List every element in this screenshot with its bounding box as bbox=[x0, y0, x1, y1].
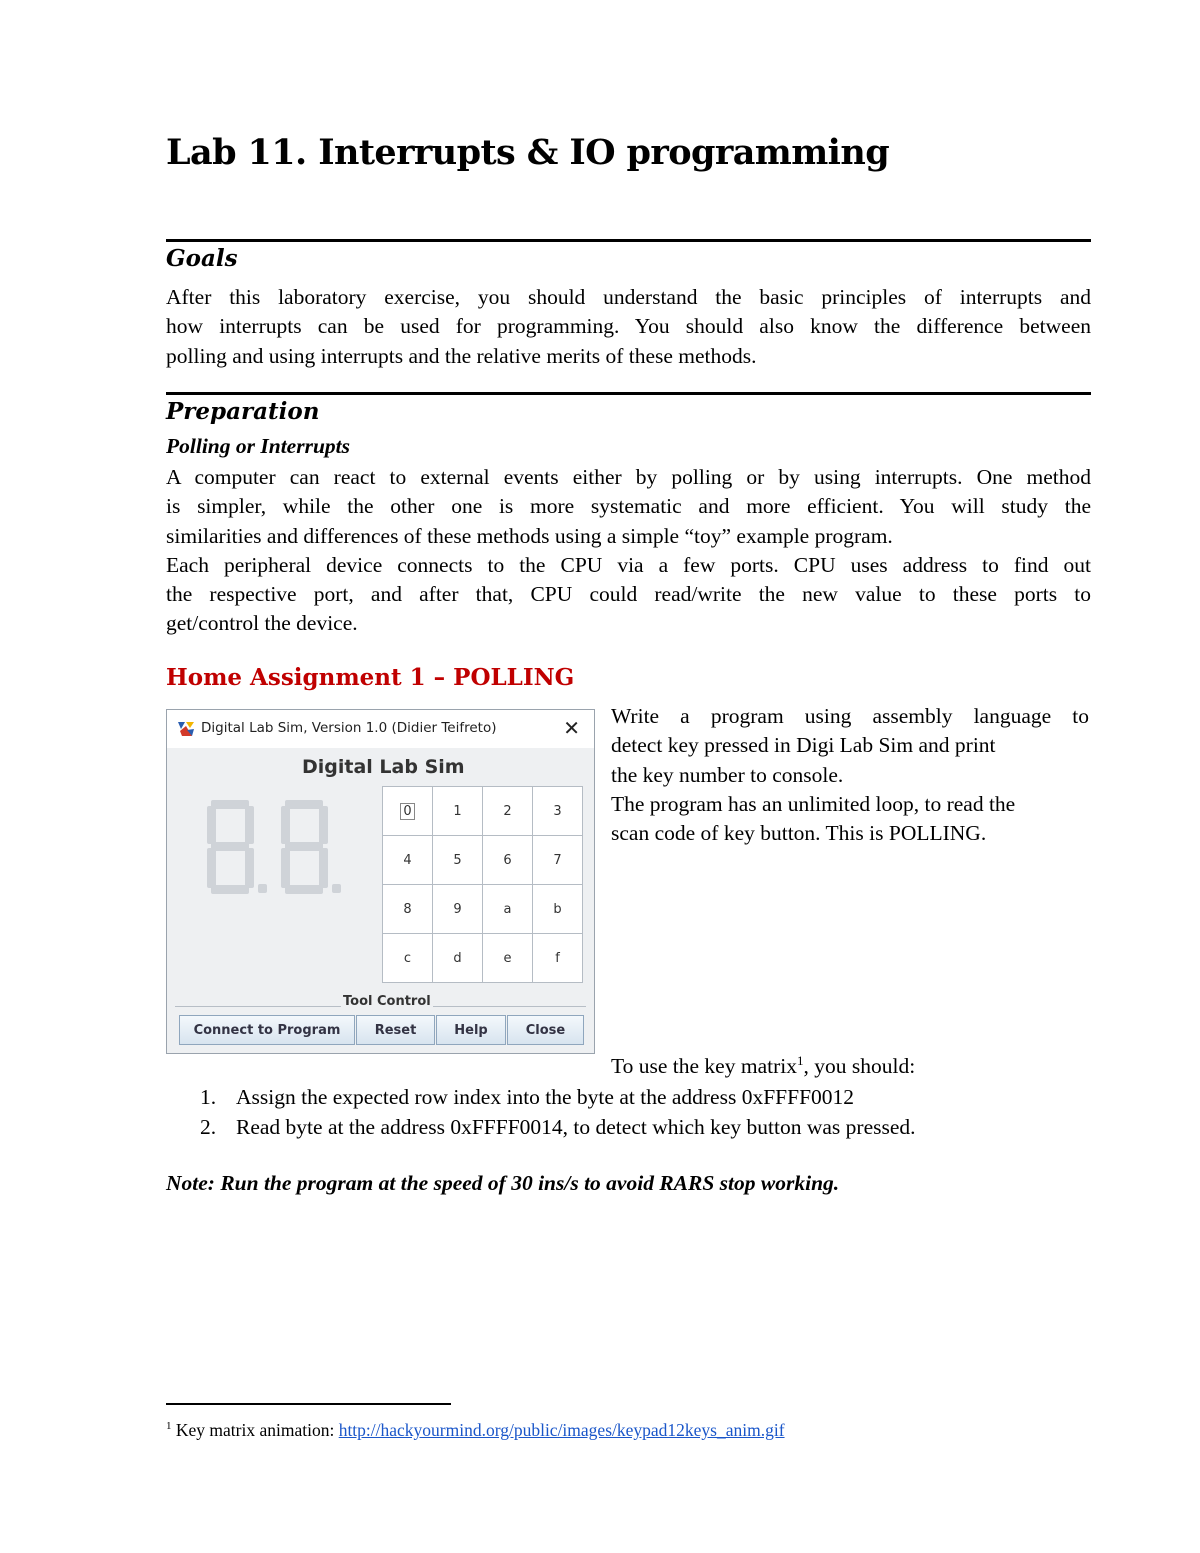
prep-line: is simpler, while the other one is more systematic and more efficient. You will study the bbox=[166, 494, 1091, 519]
goals-heading: Goals bbox=[166, 245, 238, 272]
close-icon[interactable]: ✕ bbox=[563, 716, 580, 740]
steps-list bbox=[200, 1082, 916, 1142]
footnote: $^1$ Key matrix animation: http://hackyourmind.org/public/images/keypad12keys_anim.gif bbox=[166, 1420, 785, 1440]
goals-line: how interrupts can be used for programming. You should also know the difference between bbox=[166, 314, 1091, 339]
goals-line: polling and using interrupts and the relative merits of these methods. bbox=[166, 343, 757, 368]
divider bbox=[166, 392, 1091, 395]
footnote-ref[interactable]: 1 bbox=[796, 1053, 804, 1068]
assignment-heading: Home Assignment 1 – POLLING bbox=[166, 664, 575, 691]
key-d[interactable]: d bbox=[433, 934, 483, 983]
window-titlebar bbox=[167, 710, 594, 748]
key-matrix bbox=[382, 786, 583, 983]
key-7[interactable]: 7 bbox=[533, 836, 583, 885]
prep-line: Each peripheral device connects to the CPU via a few ports. CPU uses address to find out bbox=[166, 552, 1091, 577]
close-button[interactable]: Close bbox=[507, 1015, 584, 1045]
seven-segment-display bbox=[205, 798, 355, 898]
key-e[interactable]: e bbox=[483, 934, 533, 983]
key-matrix-instruction: To use the key matrix$^1$, you should: bbox=[611, 1053, 916, 1079]
assignment-line: detect key pressed in Digi Lab Sim and print bbox=[611, 733, 996, 758]
prep-line: the respective port, and after that, CPU could read/write the new value to these ports to bbox=[166, 582, 1091, 607]
key-0[interactable]: 0 bbox=[383, 787, 433, 836]
key-4[interactable]: 4 bbox=[383, 836, 433, 885]
tool-buttons bbox=[179, 1015, 585, 1045]
assignment-line: The program has an unlimited loop, to read the bbox=[611, 791, 1016, 816]
assignment-line: the key number to console. bbox=[611, 762, 844, 787]
key-6[interactable]: 6 bbox=[483, 836, 533, 885]
digital-lab-sim-window bbox=[166, 709, 595, 1054]
list-item: 2. Read byte at the address 0xFFFF0014, to detect which key button was pressed. bbox=[200, 1115, 916, 1139]
key-8[interactable]: 8 bbox=[383, 885, 433, 934]
preparation-heading: Preparation bbox=[166, 398, 320, 425]
page-title: Lab 11. Interrupts & IO programming bbox=[166, 132, 890, 173]
key-5[interactable]: 5 bbox=[433, 836, 483, 885]
footnote-divider bbox=[166, 1403, 451, 1405]
key-f[interactable]: f bbox=[533, 934, 583, 983]
help-button[interactable]: Help bbox=[436, 1015, 506, 1045]
window-title: Digital Lab Sim, Version 1.0 (Didier Teifreto) bbox=[201, 720, 497, 736]
prep-line: A computer can react to external events either by polling or by using interrupts. One method bbox=[166, 465, 1091, 489]
key-1[interactable]: 1 bbox=[433, 787, 483, 836]
tool-control-label: Tool Control bbox=[343, 994, 431, 1009]
key-b[interactable]: b bbox=[533, 885, 583, 934]
goals-paragraph bbox=[166, 283, 1091, 371]
app-logo-icon bbox=[177, 720, 195, 738]
list-item: 1. Assign the expected row index into the byte at the address 0xFFFF0012 bbox=[200, 1085, 855, 1109]
prep-line: get/control the device. bbox=[166, 611, 358, 636]
goals-line: After this laboratory exercise, you should understand the basic principles of interrupts and bbox=[166, 285, 1091, 309]
sim-header: Digital Lab Sim bbox=[302, 756, 465, 778]
prep-line: similarities and differences of these methods using a simple “toy” example program. bbox=[166, 523, 893, 548]
speed-note: Note: Run the program at the speed of 30 ins/s to avoid RARS stop working. bbox=[166, 1171, 840, 1195]
assignment-line: scan code of key button. This is POLLING. bbox=[611, 821, 987, 846]
key-9[interactable]: 9 bbox=[433, 885, 483, 934]
animation-link[interactable]: http://hackyourmind.org/public/images/keypad12keys_anim.gif bbox=[338, 1420, 785, 1440]
preparation-paragraph bbox=[166, 463, 1091, 639]
key-3[interactable]: 3 bbox=[533, 787, 583, 836]
key-c[interactable]: c bbox=[383, 934, 433, 983]
assignment-line: Write a program using assembly language to bbox=[611, 704, 1089, 728]
reset-button[interactable]: Reset bbox=[356, 1015, 435, 1045]
connect-to-program-button[interactable]: Connect to Program bbox=[179, 1015, 355, 1045]
assignment-description bbox=[611, 702, 1089, 848]
key-a[interactable]: a bbox=[483, 885, 533, 934]
divider bbox=[166, 239, 1091, 242]
polling-subheading: Polling or Interrupts bbox=[166, 434, 350, 458]
key-2[interactable]: 2 bbox=[483, 787, 533, 836]
